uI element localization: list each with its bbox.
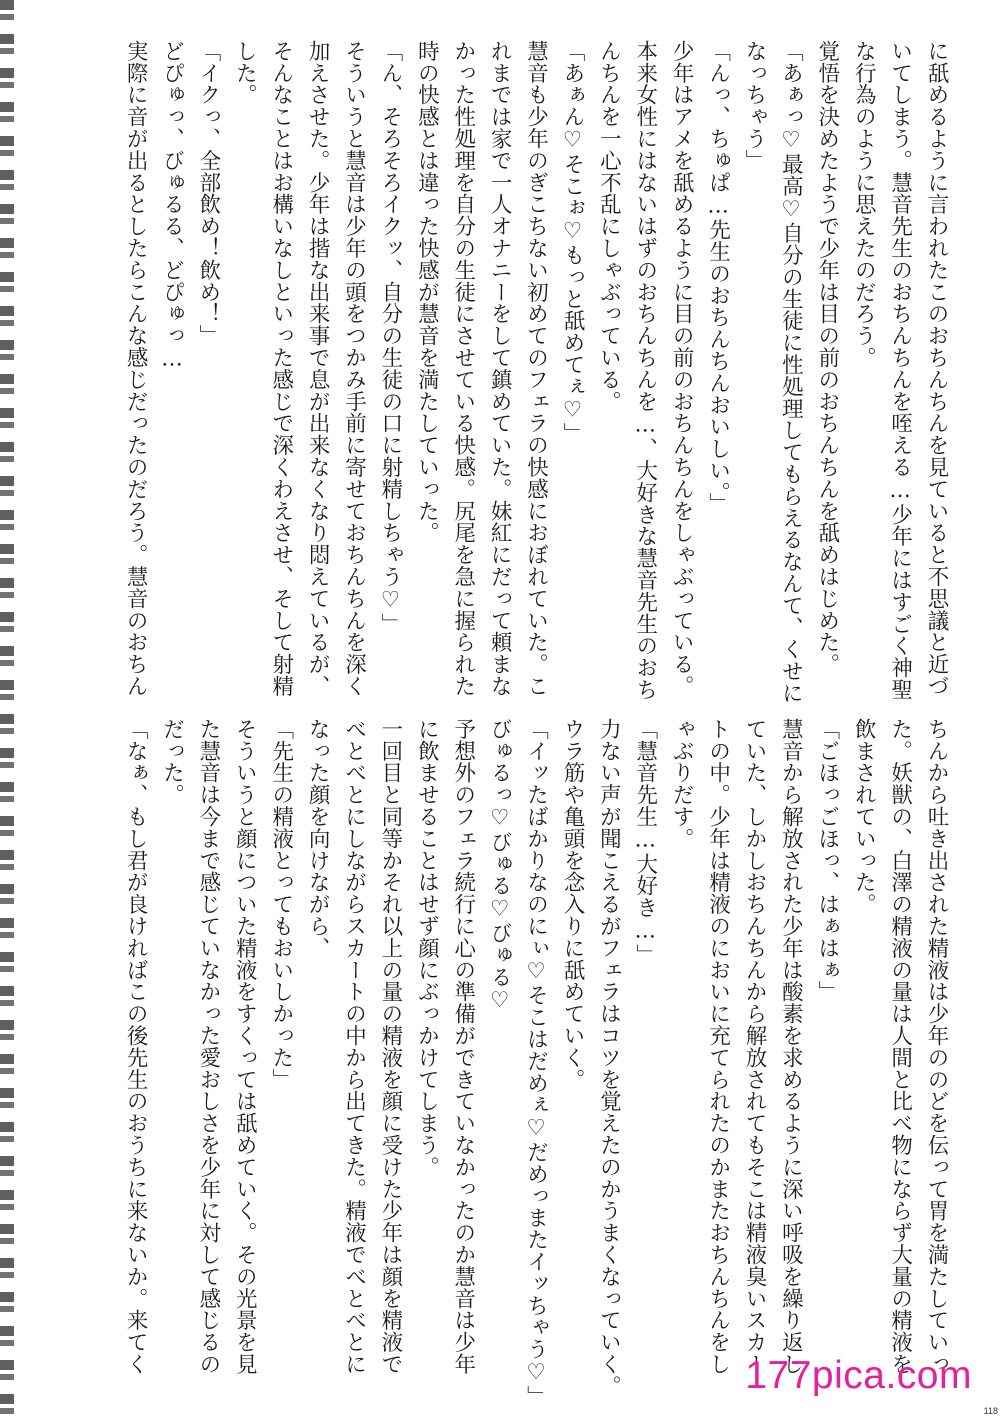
text-line: 予想外のフェラ続行に心の準備ができていなかったのか慧音は少年 [450,718,476,1375]
text-line: 時の快感とは違った快感が慧音を満たしていった。 [414,40,440,544]
binding-edge-strip [0,0,14,1420]
text-line: いてしまう。慧音先生のおちんちんを咥える…少年にはすごく神聖 [887,40,913,701]
text-line: 本来女性にはないはずのおちんちんを…、大好きな慧音先生のおち [632,40,658,701]
text-line: 「あぁっ♡最高♡自分の生徒に性処理してもらえるなんて、くせに [778,40,804,704]
text-line: 「ごほっごほっ、はぁはぁ」 [814,718,840,1003]
text-line: ていた、しかしおちんちんから解放されてもそこは精液臭いスカー [741,718,767,1375]
text-block-upper [117,40,954,704]
text-line: ゃぶりだす。 [669,718,695,850]
text-line: 覚悟を決めたようで少年は目の前のおちんちんを舐めはじめた。 [814,40,840,676]
text-line: 「んっ、ちゅぱ…先生のおちんちんおいしい。」 [705,40,731,515]
text-line: だった。 [159,718,185,806]
text-line: 「ん、そろそろイクッ、自分の生徒の口に射精しちゃう♡」 [377,40,403,635]
text-line: そういうと慧音は少年の頭をつかみ手前に寄せておちんちんを深く [341,40,367,697]
text-line: そういうと顔についた精液をすくっては舐めていく。その光景を見 [232,718,258,1375]
text-block-lower [117,718,954,1408]
text-line: 「慧音先生…大好き…」 [632,718,658,966]
text-line: に舐めるように言われたこのおちんちんを見ていると不思議と近づ [924,40,949,697]
text-line: ちんから吐き出された精液は少年ののどを伝って胃を満たしていっ [924,718,949,1375]
watermark: 177pica.com [745,1354,972,1397]
text-line: 一回目と同等かそれ以上の量の精液を顔に受けた少年は顔を精液で [377,718,403,1375]
text-line: に飲ませることはせず顔にぶっかけてしまう。 [414,718,440,1178]
text-line: なった顔を向けながら、 [305,718,331,959]
text-line: た。妖獣の、白澤の精液の量は人間と比べ物にならず大量の精液を [887,718,913,1375]
text-line: 「あぁん♡そこぉ♡もっと舐めてぇ♡」 [559,40,585,445]
text-line: ウラ筋や亀頭を念入りに舐めていく。 [559,718,585,1091]
text-line: なっちゃう」 [741,40,767,172]
text-line: な行為のように思えたのだろう。 [851,40,877,369]
text-line: んちんを一心不乱にしゃぶっている。 [596,40,622,413]
text-line: 慧音から解放された少年は酸素を求めるように深い呼吸を繰り返し [778,718,804,1375]
text-line: た慧音は今まで感じていなかった愛おしさを少年に対して感じるの [195,718,221,1375]
text-line: 「イクっ、全部飲め！飲め！」 [195,40,221,347]
text-line: どぴゅっ、びゅるる、どぴゅっ… [159,40,185,372]
page-number: 118 [983,1406,998,1416]
text-line: 加えさせた。少年は揩な出来事で息が出来なくなり悶えているが、 [305,40,331,697]
text-line: 「先生の精液とってもおいしかった」 [268,718,294,1091]
text-line: 慧音も少年のぎこちない初めてのフェラの快感におぼれていた。こ [523,40,549,697]
text-line: れまでは家で一人オナニーをして鎮めていた。妹紅にだって頼まな [487,40,513,697]
text-line: した。 [232,40,258,106]
text-line: 実際に音が出るとしたらこんな感じだったのだろう。慧音のおちん [123,40,149,697]
text-line: 飲まされていった。 [851,718,877,916]
text-line: 「イッたばかりなのにぃ♡そこはだめぇ♡だめっまたイッちゃう♡」 [523,718,549,1408]
text-line: トの中。少年は精液のにおいに充てられたのかまたおちんちんをし [705,718,731,1375]
text-line: かった性処理を自分の生徒にさせている快感。尻尾を急に握られた [450,40,476,697]
text-line: 少年はアメを舐めるように目の前のおちんちんをしゃぶっている。 [669,40,695,697]
text-line: 力ない声が聞こえるがフェラはコツを覚えたのかうまくなっていく。 [596,718,622,1397]
text-line: 「なぁ、もし君が良ければこの後先生のおうちに来ないか。来てく [123,718,149,1375]
text-line: そんなことはお構いなしといった感じで深くわえさせ、そして射精 [268,40,294,697]
text-line: びゅるっ♡びゅる♡びゅる♡ [487,718,513,1014]
text-line: べとべとにしながらスカートの中から出てきた。精液でべとべとに [341,718,367,1375]
